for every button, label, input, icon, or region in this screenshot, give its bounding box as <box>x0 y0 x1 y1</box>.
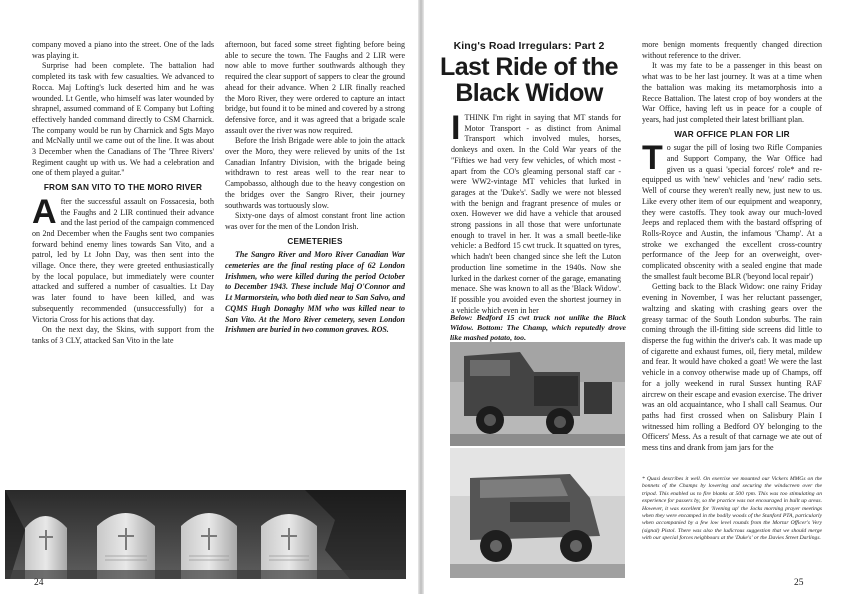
paragraph-text: fter the successful assault on Fossacesia, both the Faughs and 2 LIR continued their advance and the last period of the campaign commenced on 2nd December when the Faughs sent two companies forward behind enemy lines towards San Vito, and a patrol, led by Lt John Day, was then sent into the village. Once there, they were greeted enthusiastically by the local populace, but immediately were counter attacked and suffered a number of casualties. Lt Day was later found to have been killed, and was subsequently recommended (unsuccessfully) for a Victoria Cross for his actions that day. <box>32 196 214 324</box>
bedford-truck-photo <box>450 342 625 446</box>
photo-caption: Below: Bedford 15 cwt truck not unlike the Black Widow. Bottom: The Champ, which reputedly drove like mashed potato, too. <box>450 313 626 342</box>
footnote: * Quasi describes it well. On exercise we mounted our Vickers MMGs on the bonnets of the Champs by lowering and securing the windscreen over the tripod. This enabled us to fire blanks at 500 rpm. This was too stimulating an experience for passers by, so the practice was not encouraged in built up areas. However, it was excellent for 'livening up' the Jocks morning prayer meetings when they were encamped in the bodily woods of the Stanford PTA, particularly when accompanied by a few low level rounds from the Mortar Officer's Very (signal) Pistol. There was also the ludicrous suggestion that we should merge with our special forces neighbours at the 'Duke's' or the Davies Street Darlings. <box>642 476 822 542</box>
article-title-line-2: Black Widow <box>455 79 603 107</box>
paragraph: more benign moments frequently changed direction without reference to the driver. <box>642 40 822 60</box>
cemetery-photo-image <box>5 490 406 579</box>
section-heading: FROM SAN VITO TO THE MORO RIVER <box>43 183 203 193</box>
article-title-line-1: Last Ride of the <box>440 53 618 81</box>
paragraph-with-drop-cap <box>642 139 822 282</box>
paragraph: Sixty-one days of almost constant front line action was over for the men of the London Irish. <box>225 211 405 231</box>
article-title <box>438 54 620 106</box>
drop-cap: T <box>642 139 663 178</box>
paragraph: It was my fate to be a passenger in this beast on what was to be her last journey. It was at a time when the battalion was making its metamorphosis into a Recce Battalion. The latest crop of boy wonders at the War Office, having left us in peace for a couple of years, had just completed their latest brilliant plan. <box>642 61 822 124</box>
paragraph-text: THINK I'm right in saying that MT stands for Motor Transport - as distinct from Animal Transport which involved mules, horses, donkeys and oxen. In the Cold War years of the "Fifties we had very few vehicles, of which most - apart from the CO's gleaming personal staff car - were WW2-vintage MT vehicles that lurked in garages at the 'Duke's'. Sadly we were not blessed with the benign and fragrant presence of mules or oxen. However we did have a vehicle that aroused strong passions in all those that were unfortunate enough to travel in her. It was a small beetle-like vehicle: a Bedford 15 cwt truck. It squatted on tyres, which hadn't been changed since she left the Luton production line sometime in the 1940s. Now she lurked in the darkest corner of the garage, emanating menace. She was known to all as the 'Black Widow'. If possible you avoided even the shortest journey in a vehicle which even in her <box>451 113 621 315</box>
paragraph-with-drop-cap <box>451 113 621 316</box>
champ-jeep-photo <box>450 448 625 578</box>
left-page-column-2 <box>225 40 405 370</box>
paragraph: afternoon, but faced some street fighting before being able to secure the town. The Faughs and 2 LIR were now able to move further southwards although they required the clear support of sappers to clear the ground ahead for their advance. When 2 LIR finally reached the Moro River, they were ordered to capture an intact bridge, but found it to be mined and covered by a strong defensive force, and it was agreed that a brigade scale assault over the river was now required. <box>225 40 405 135</box>
right-page-column-1 <box>451 113 621 345</box>
page-gutter <box>418 0 424 594</box>
section-heading: WAR OFFICE PLAN FOR LIR <box>674 129 790 139</box>
paragraph-with-drop-cap <box>32 192 214 325</box>
right-page-column-2 <box>642 40 822 472</box>
page-number-left: 24 <box>34 578 44 588</box>
paragraph: Getting back to the Black Widow: one rainy Friday evening in November, I was her reluctant passenger, waltzing and skating with crashing gears over the greasy tarmac of the South London suburbs. The rain coming through the ill-fitting side screens did little to disperse the fug within the driver's cab. It was made up of cigarette and exhaust fumes, oil, fiery metal, mildew and fear. It would have choked a goat! We were the last vehicle in a convoy otherwise made up of Champs, off for a jolly weekend in rural Sussex hunting RAF aircrew on their escape and evasion exercise. The driver was an old acquaintance, who I shall call Seamus. Our paths had first crossed when on Salisbury Plain I witnessed him rolling a Bedford OY belonging to the Officers' Mess. As a result of that carnage we ate out of mess tins and drank from jam jars for the <box>642 282 822 453</box>
paragraph: Surprise had been complete. The battalion had completed its task with few casualties. We advanced to Rocca. Maj Lofting's luck deserted him and he was wounded. Lt Gentle, who himself was later wounded by shrapnel, assumed command of E Company but Lofting effectively handed command directly to CSM Charnick. The company would be run by Charnick and Sgts Mayo and McNally until we came out of the line. It was about 3 December when the Canadians of The 'Three Rivers' Regiment caught up with us. We had a celebration and one of them played a guitar." <box>32 61 214 178</box>
left-page-column-1 <box>32 40 214 370</box>
series-title: King's Road Irregulars: Part 2 <box>453 40 605 52</box>
paragraph: On the next day, the Skins, with support from the tanks of 3 CLY, attacked San Vito in the late <box>32 325 214 345</box>
champ-jeep-image <box>450 448 625 578</box>
cemetery-photo <box>5 490 406 579</box>
paragraph: Before the Irish Brigade were able to join the attack over the Moro, they were relieved by units of the 1st Canadian Infantry Division, with the brigade being withdrawn to rest areas well to the rear near to Campobasso, although due to the heavy congestion on the bridges over the Sangro River, their journey southwards was tortuously slow. <box>225 136 405 210</box>
page-number-right: 25 <box>794 578 804 588</box>
section-heading: CEMETERIES <box>287 236 343 246</box>
drop-cap: A <box>32 192 57 231</box>
paragraph: company moved a piano into the street. One of the lads was playing it. <box>32 40 214 60</box>
paragraph: The Sangro River and Moro River Canadian War cemeteries are the final resting place of 62 London Irishmen, who were killed during the period October to December 1943. These include Maj O'Connor and Lt Marmorstein, who both died near to San Salvo, and CQMS Hugh Donaghy MM who was killed near to San Vito. At the Moro River cemetery, seven London Irishmen are buried in two common graves. ROS. <box>225 250 405 335</box>
bedford-truck-image <box>450 342 625 446</box>
paragraph-text: o sugar the pill of losing two Rifle Companies and Support Company, the War Office had given us a quasi 'special forces' role* and re-equipped us with 'new' vehicles and 'new' radio sets. Well of course they weren't really new, just new to us. Like every other item of our equipment and weaponry, they were castoffs. They took away our much-loved Jeeps and replaced them with the bastard offspring of Rolls-Royce and Austin, the infamous 'Champ'. At a stroke we exchanged the excellent cross-country performance of the Jeep for an overweight, over-complicated obscenity with a sealed engine that made the smallest fault become BLR ('beyond local repair') <box>642 143 822 281</box>
drop-cap: I <box>451 113 461 147</box>
